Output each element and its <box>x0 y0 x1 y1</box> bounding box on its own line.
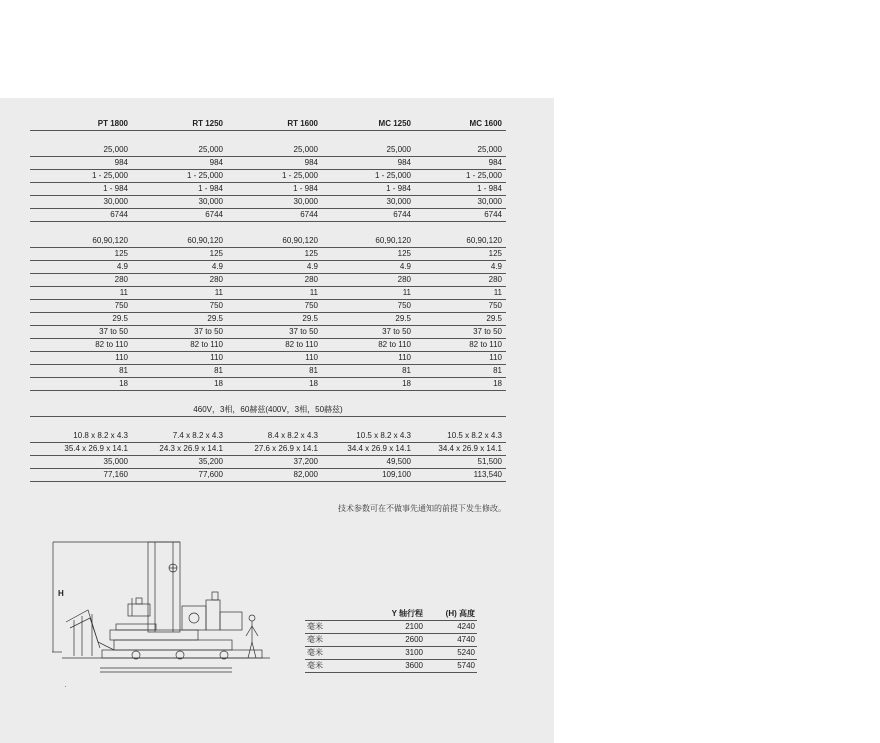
spec-cell: 82 to 110 <box>227 339 322 352</box>
table-row <box>30 248 506 261</box>
group-spacer <box>30 391 506 405</box>
dimension-cell: 10.5 x 8.2 x 4.3 <box>322 430 415 443</box>
spec-cell: 280 <box>322 274 415 287</box>
spec-cell: 280 <box>227 274 322 287</box>
table-row <box>30 196 506 209</box>
spec-cell: 29.5 <box>415 313 506 326</box>
dimension-cell: 77,160 <box>30 469 132 482</box>
spec-cell: 81 <box>227 365 322 378</box>
spec-cell: 110 <box>30 352 132 365</box>
table-row <box>30 352 506 365</box>
dimension-cell: 49,500 <box>322 456 415 469</box>
dimension-cell: 10.5 x 8.2 x 4.3 <box>415 430 506 443</box>
spec-cell: 1 - 984 <box>322 183 415 196</box>
spec-cell: 11 <box>227 287 322 300</box>
spec-cell: 4.9 <box>227 261 322 274</box>
height-body <box>305 621 477 673</box>
height-cell: 2100 <box>361 621 425 634</box>
header-rt-1250: RT 1250 <box>132 117 227 131</box>
table-row <box>30 170 506 183</box>
height-row <box>305 621 477 634</box>
dimension-cell: 7.4 x 8.2 x 4.3 <box>132 430 227 443</box>
spec-cell: 37 to 50 <box>415 326 506 339</box>
header-pt-1800: PT 1800 <box>30 117 132 131</box>
group-spacer <box>30 417 506 431</box>
table-row <box>30 183 506 196</box>
header-mc-1250: MC 1250 <box>322 117 415 131</box>
spec-cell: 25,000 <box>322 144 415 157</box>
spec-cell: 125 <box>227 248 322 261</box>
spacer-cell <box>30 391 506 405</box>
dimension-cell: 10.8 x 8.2 x 4.3 <box>30 430 132 443</box>
spec-cell: 30,000 <box>227 196 322 209</box>
height-label: H <box>58 589 64 598</box>
table-row <box>30 469 506 482</box>
spacer-cell <box>30 222 506 236</box>
spec-cell: 6744 <box>415 209 506 222</box>
spec-cell: 11 <box>415 287 506 300</box>
spec-cell: 25,000 <box>227 144 322 157</box>
height-cell: 毫米 <box>305 621 361 634</box>
spec-cell: 11 <box>132 287 227 300</box>
height-cell: 5740 <box>425 660 477 673</box>
spec-cell: 6744 <box>227 209 322 222</box>
spec-cell: 110 <box>415 352 506 365</box>
spec-cell: 125 <box>30 248 132 261</box>
spec-cell: 82 to 110 <box>132 339 227 352</box>
height-header-row <box>305 608 477 621</box>
spec-cell: 1 - 25,000 <box>132 170 227 183</box>
spec-cell: 60,90,120 <box>415 235 506 248</box>
spec-cell: 60,90,120 <box>132 235 227 248</box>
spec-cell: 81 <box>30 365 132 378</box>
height-cell: 毫米 <box>305 660 361 673</box>
height-cell: 2600 <box>361 634 425 647</box>
height-cell: 3600 <box>361 660 425 673</box>
spec-cell: 18 <box>30 378 132 391</box>
spec-cell: 30,000 <box>322 196 415 209</box>
dimension-cell: 24.3 x 26.9 x 14.1 <box>132 443 227 456</box>
height-header-unit <box>305 608 361 621</box>
spec-cell: 11 <box>30 287 132 300</box>
dimension-cell: 8.4 x 8.2 x 4.3 <box>227 430 322 443</box>
table-row <box>30 300 506 313</box>
table-row <box>30 209 506 222</box>
table-row <box>30 157 506 170</box>
spec-cell: 60,90,120 <box>322 235 415 248</box>
dimension-cell: 34.4 x 26.9 x 14.1 <box>322 443 415 456</box>
height-cell: 毫米 <box>305 634 361 647</box>
spec-header-row <box>30 117 506 131</box>
spec-cell: 18 <box>322 378 415 391</box>
spec-cell: 1 - 25,000 <box>322 170 415 183</box>
power-spec: 460V，3相，60赫兹(400V，3相，50赫兹) <box>30 404 506 417</box>
table-row <box>30 365 506 378</box>
spec-cell: 29.5 <box>132 313 227 326</box>
spec-cell: 984 <box>30 157 132 170</box>
spacer-cell <box>30 417 506 431</box>
spec-cell: 30,000 <box>415 196 506 209</box>
spec-cell: 125 <box>132 248 227 261</box>
table-row <box>30 287 506 300</box>
spec-cell: 984 <box>415 157 506 170</box>
header-rt-1600: RT 1600 <box>227 117 322 131</box>
dimension-cell: 37,200 <box>227 456 322 469</box>
spec-cell: 750 <box>132 300 227 313</box>
table-row <box>30 326 506 339</box>
spec-cell: 750 <box>227 300 322 313</box>
height-row <box>305 634 477 647</box>
group-spacer <box>30 222 506 236</box>
spec-cell: 1 - 984 <box>132 183 227 196</box>
spec-cell: 1 - 984 <box>415 183 506 196</box>
spec-cell: 81 <box>132 365 227 378</box>
table-row <box>30 313 506 326</box>
height-header-y-travel: Y 轴行程 <box>361 608 425 621</box>
dimension-cell: 113,540 <box>415 469 506 482</box>
spec-cell: 4.9 <box>415 261 506 274</box>
spec-cell: 984 <box>322 157 415 170</box>
spec-cell: 750 <box>415 300 506 313</box>
height-cell: 毫米 <box>305 647 361 660</box>
spec-cell: 29.5 <box>322 313 415 326</box>
spec-cell: 11 <box>322 287 415 300</box>
dimension-cell: 35,000 <box>30 456 132 469</box>
spec-cell: 18 <box>132 378 227 391</box>
dimension-cell: 109,100 <box>322 469 415 482</box>
table-row <box>30 443 506 456</box>
group-spacer <box>30 131 506 145</box>
height-table <box>305 608 477 673</box>
spec-cell: 984 <box>227 157 322 170</box>
table-row <box>30 235 506 248</box>
spec-cell: 37 to 50 <box>322 326 415 339</box>
height-cell: 3100 <box>361 647 425 660</box>
spec-cell: 750 <box>322 300 415 313</box>
height-cell: 5240 <box>425 647 477 660</box>
spec-cell: 37 to 50 <box>227 326 322 339</box>
spec-cell: 125 <box>322 248 415 261</box>
spec-cell: 1 - 25,000 <box>415 170 506 183</box>
table-row <box>30 261 506 274</box>
spec-cell: 29.5 <box>30 313 132 326</box>
spec-cell: 25,000 <box>30 144 132 157</box>
height-header-h: (H) 高度 <box>425 608 477 621</box>
spec-cell: 82 to 110 <box>322 339 415 352</box>
spec-cell: 18 <box>415 378 506 391</box>
spec-cell: 984 <box>132 157 227 170</box>
height-cell: 4740 <box>425 634 477 647</box>
spec-cell: 1 - 25,000 <box>30 170 132 183</box>
spec-cell: 82 to 110 <box>30 339 132 352</box>
spec-cell: 6744 <box>30 209 132 222</box>
table-row <box>30 144 506 157</box>
height-row <box>305 647 477 660</box>
spec-cell: 6744 <box>322 209 415 222</box>
spec-cell: 125 <box>415 248 506 261</box>
spec-cell: 4.9 <box>132 261 227 274</box>
height-cell: 4240 <box>425 621 477 634</box>
machine-diagram <box>52 538 274 690</box>
table-row <box>30 378 506 391</box>
dimension-cell: 35,200 <box>132 456 227 469</box>
spec-cell: 280 <box>132 274 227 287</box>
spec-cell: 280 <box>415 274 506 287</box>
dimension-cell: 27.6 x 26.9 x 14.1 <box>227 443 322 456</box>
spec-body <box>30 131 506 482</box>
spec-cell: 37 to 50 <box>132 326 227 339</box>
table-row <box>30 430 506 443</box>
spec-cell: 29.5 <box>227 313 322 326</box>
spec-cell: 30,000 <box>132 196 227 209</box>
spec-cell: 6744 <box>132 209 227 222</box>
spec-cell: 4.9 <box>322 261 415 274</box>
spec-cell: 25,000 <box>415 144 506 157</box>
dimension-cell: 34.4 x 26.9 x 14.1 <box>415 443 506 456</box>
spec-cell: 1 - 25,000 <box>227 170 322 183</box>
power-row <box>30 404 506 417</box>
spec-cell: 4.9 <box>30 261 132 274</box>
spacer-cell <box>30 131 506 145</box>
spec-cell: 110 <box>227 352 322 365</box>
header-mc-1600: MC 1600 <box>415 117 506 131</box>
spec-cell: 37 to 50 <box>30 326 132 339</box>
spec-cell: 82 to 110 <box>415 339 506 352</box>
spec-cell: 30,000 <box>30 196 132 209</box>
table-row <box>30 456 506 469</box>
dimension-cell: 51,500 <box>415 456 506 469</box>
spec-cell: 750 <box>30 300 132 313</box>
spec-cell: 60,90,120 <box>227 235 322 248</box>
spec-cell: 81 <box>415 365 506 378</box>
height-row <box>305 660 477 673</box>
spec-cell: 18 <box>227 378 322 391</box>
small-mark <box>65 686 66 687</box>
spec-cell: 280 <box>30 274 132 287</box>
dimension-cell: 77,600 <box>132 469 227 482</box>
dimension-cell: 35.4 x 26.9 x 14.1 <box>30 443 132 456</box>
spec-cell: 110 <box>132 352 227 365</box>
spec-cell: 25,000 <box>132 144 227 157</box>
table-row <box>30 339 506 352</box>
spec-table <box>30 117 506 482</box>
spec-cell: 1 - 984 <box>227 183 322 196</box>
spec-cell: 110 <box>322 352 415 365</box>
table-row <box>30 274 506 287</box>
disclaimer-note: 技术参数可在不做事先通知的前提下发生修改。 <box>338 504 506 513</box>
spec-cell: 81 <box>322 365 415 378</box>
dimension-cell: 82,000 <box>227 469 322 482</box>
spec-cell: 1 - 984 <box>30 183 132 196</box>
spec-cell: 60,90,120 <box>30 235 132 248</box>
